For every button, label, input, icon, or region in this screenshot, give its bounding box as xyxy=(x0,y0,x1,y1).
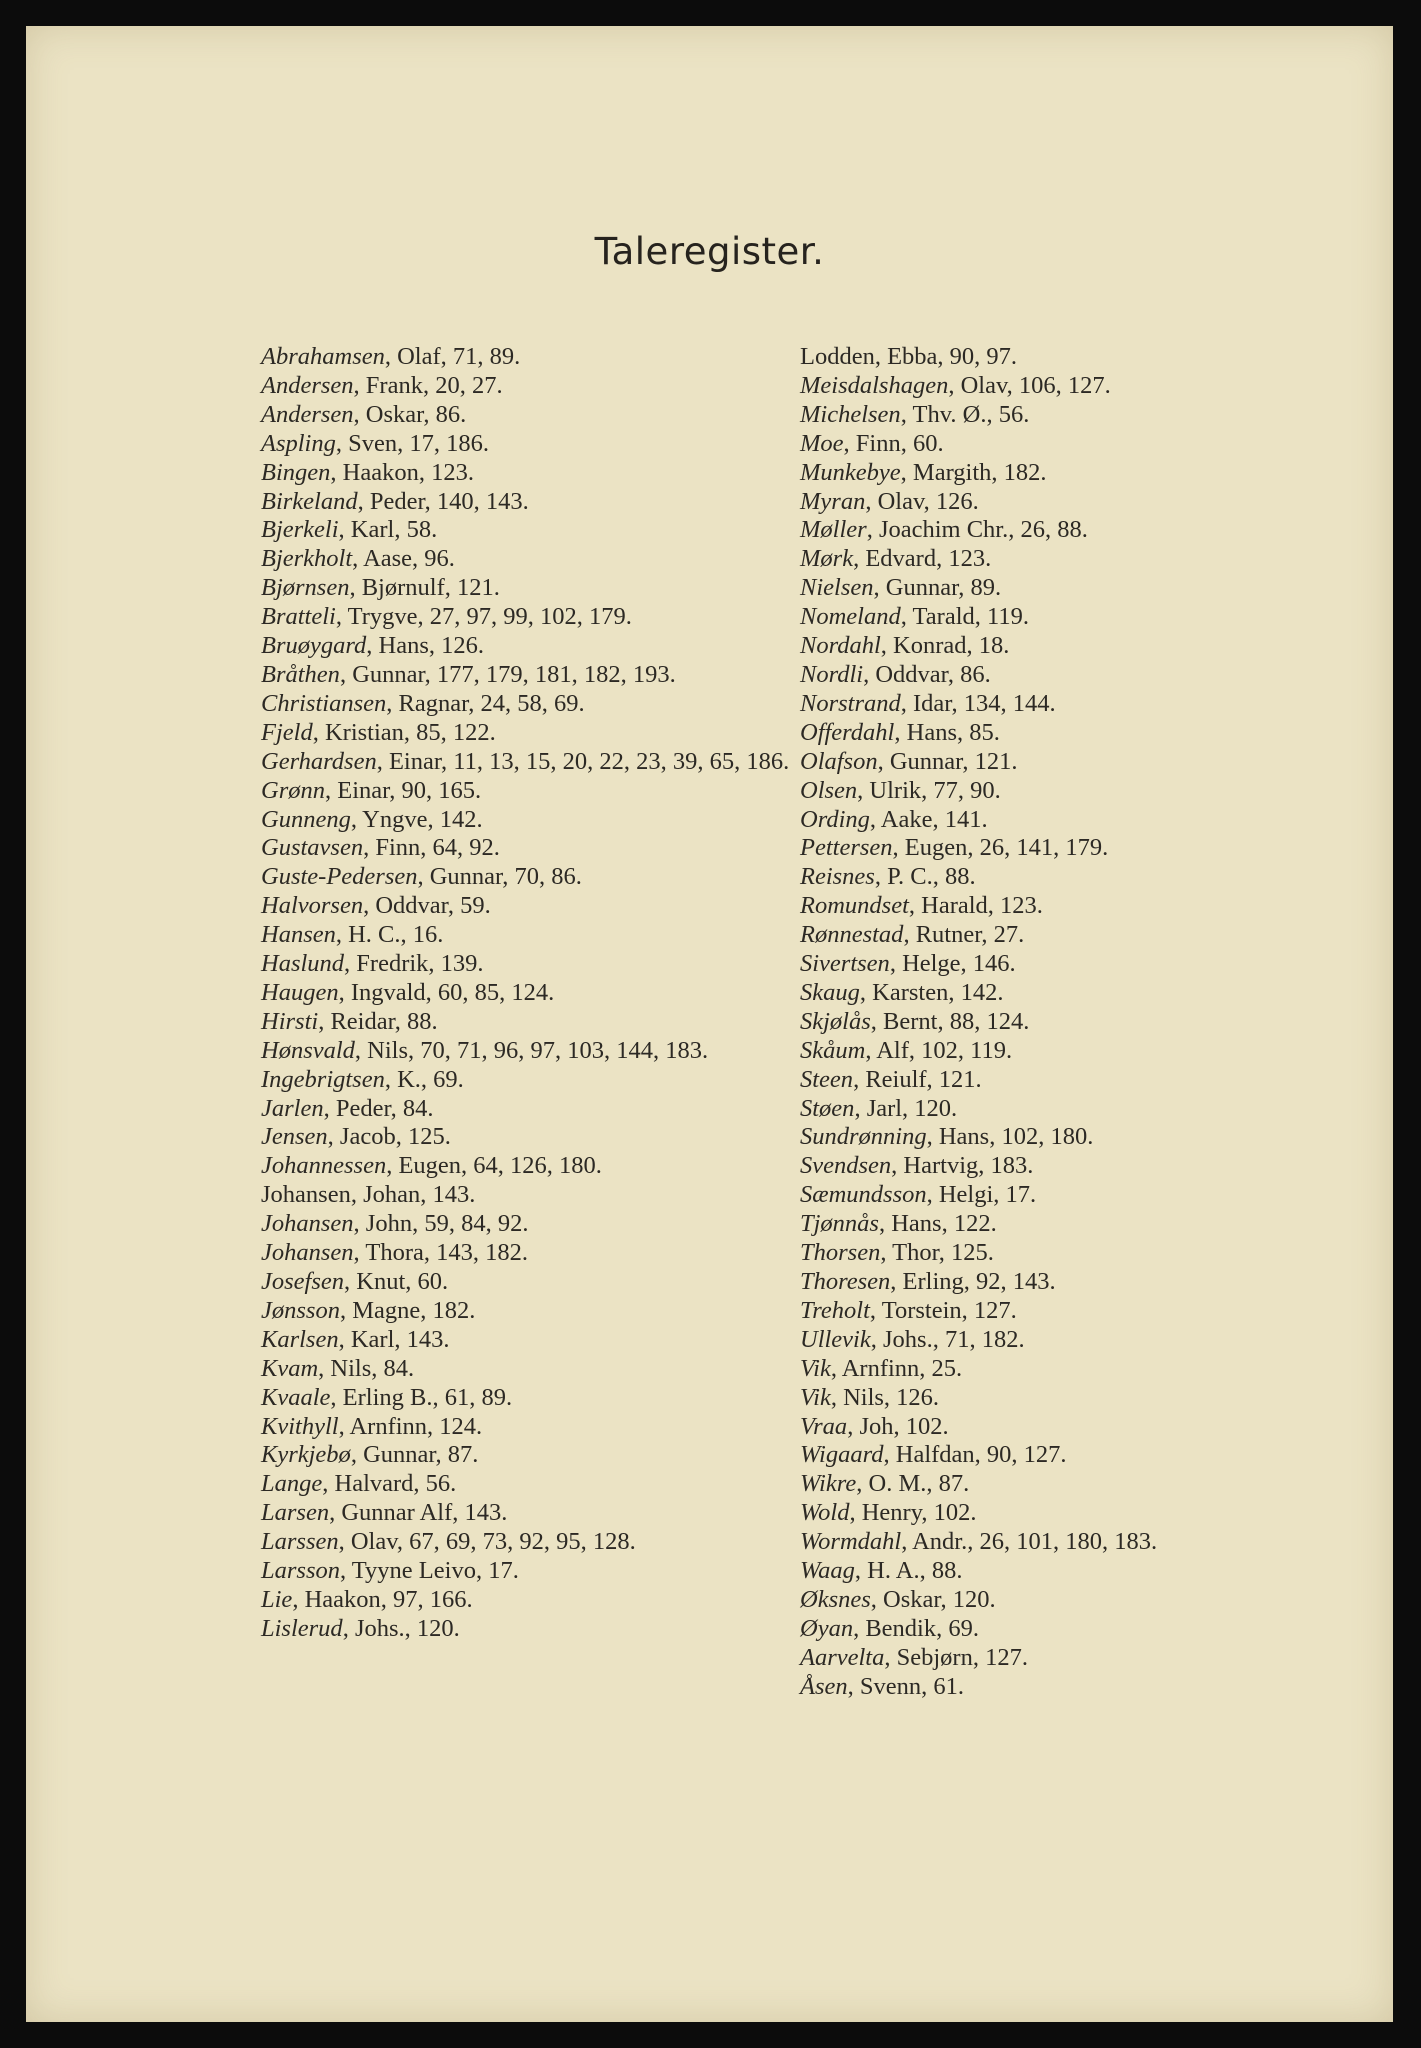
speaker-surname: Skaug xyxy=(800,978,860,1006)
speaker-details: , Finn, 64, 92. xyxy=(363,834,500,862)
index-entry xyxy=(800,719,1340,748)
speaker-surname: Thorsen xyxy=(800,1239,881,1267)
index-entry xyxy=(261,1557,801,1586)
speaker-details: , H. A., 88. xyxy=(854,1557,963,1585)
index-entry xyxy=(261,1239,801,1268)
speaker-surname: Wormdahl xyxy=(800,1528,902,1556)
speaker-surname: Haslund xyxy=(261,950,345,978)
speaker-surname: Abrahamsen xyxy=(261,343,385,370)
speaker-details: , Eugen, 26, 141, 179. xyxy=(892,834,1109,862)
speaker-details: , Johan, 143. xyxy=(350,1181,476,1209)
speaker-surname: Gustavsen xyxy=(261,834,364,862)
speaker-details: , Bjørnulf, 121. xyxy=(349,574,500,602)
speaker-surname: Øyan xyxy=(800,1614,854,1642)
speaker-surname: Bratteli xyxy=(261,603,336,631)
speaker-details: , Torstein, 127. xyxy=(869,1296,1017,1324)
index-entry xyxy=(800,690,1340,719)
index-entry xyxy=(800,979,1340,1008)
speaker-surname: Jarlen xyxy=(261,1094,324,1122)
speaker-details: , Karsten, 142. xyxy=(859,978,1004,1006)
speaker-surname: Lange xyxy=(261,1470,323,1498)
speaker-surname: Andersen xyxy=(261,400,354,428)
index-entry xyxy=(261,1499,801,1528)
speaker-surname: Johansen xyxy=(261,1210,354,1238)
index-entry xyxy=(800,1297,1340,1326)
index-entry xyxy=(261,1037,801,1066)
speaker-details: , Nils, 84. xyxy=(318,1354,415,1382)
index-entry xyxy=(800,661,1340,690)
speaker-details: , Ingvald, 60, 85, 124. xyxy=(338,978,555,1006)
speaker-surname: Møller xyxy=(800,516,867,544)
speaker-details: , Hans, 126. xyxy=(366,632,484,660)
speaker-details: , Halvard, 56. xyxy=(322,1470,457,1498)
speaker-surname: Hirsti xyxy=(261,1007,319,1035)
speaker-details: , Gunnar, 87. xyxy=(350,1441,479,1469)
index-entry xyxy=(261,1268,801,1297)
speaker-details: , Tarald, 119. xyxy=(900,603,1029,631)
speaker-details: , Erling, 92, 143. xyxy=(890,1268,1056,1295)
speaker-details: , Svenn, 61. xyxy=(847,1672,964,1700)
speaker-surname: Kvaale xyxy=(261,1383,331,1411)
index-entry xyxy=(800,777,1340,806)
speaker-surname: Bjerkeli xyxy=(261,516,339,544)
speaker-surname: Guste-Pedersen xyxy=(261,863,418,891)
speaker-surname: Bråthen xyxy=(261,660,340,688)
index-entry xyxy=(800,1644,1340,1673)
index-entry xyxy=(800,1123,1340,1152)
speaker-details: , Nils, 70, 71, 96, 97, 103, 144, 183. xyxy=(354,1036,709,1064)
speaker-details: , Olav, 126. xyxy=(865,487,979,515)
speaker-surname: Thoresen xyxy=(800,1268,891,1295)
speaker-details: , Jacob, 125. xyxy=(327,1123,451,1151)
speaker-details: , Bernt, 88, 124. xyxy=(870,1007,1030,1035)
speaker-details: , Karl, 58. xyxy=(338,516,438,544)
index-entry xyxy=(800,950,1340,979)
index-entry xyxy=(261,516,801,545)
speaker-details: , Trygve, 27, 97, 99, 102, 179. xyxy=(335,603,632,631)
index-entry xyxy=(800,834,1340,863)
speaker-details: , Johs., 71, 182. xyxy=(870,1325,1025,1353)
speaker-surname: Andersen xyxy=(261,371,354,399)
index-entry xyxy=(261,401,801,430)
index-entry xyxy=(261,545,801,574)
speaker-surname: Gunneng xyxy=(261,805,351,833)
index-entry xyxy=(261,719,801,748)
speaker-details: , Oddvar, 86. xyxy=(863,660,991,688)
speaker-details: , Ulrik, 77, 90. xyxy=(857,776,1001,804)
index-entry xyxy=(261,1441,801,1470)
speaker-surname: Ingebrigtsen xyxy=(261,1065,385,1093)
speaker-details: , Johs., 120. xyxy=(342,1614,460,1642)
speaker-surname: Skjølås xyxy=(800,1007,871,1035)
speaker-surname: Olafson xyxy=(800,747,878,775)
index-entry xyxy=(261,1355,801,1384)
speaker-details: , Hans, 102, 180. xyxy=(926,1123,1094,1151)
speaker-surname: Sæmundsson xyxy=(800,1181,927,1209)
speaker-details: , Sven, 17, 186. xyxy=(335,429,489,457)
speaker-details: , Karl, 143. xyxy=(338,1325,450,1353)
index-entry xyxy=(800,1268,1340,1297)
speaker-surname: Grønn xyxy=(261,776,325,804)
speaker-details: , Gunnar, 89. xyxy=(873,574,1002,602)
speaker-details: , Aase, 96. xyxy=(352,545,455,573)
speaker-details: , Reiulf, 121. xyxy=(853,1065,982,1093)
index-entry xyxy=(800,892,1340,921)
speaker-details: , Margith, 182. xyxy=(900,458,1047,486)
speaker-details: , Olav, 67, 69, 73, 92, 95, 128. xyxy=(338,1528,636,1556)
index-entry xyxy=(261,1297,801,1326)
speaker-details: , Aake, 141. xyxy=(869,805,988,833)
speaker-details: , Andr., 26, 101, 180, 183. xyxy=(901,1528,1158,1556)
speaker-details: , H. C., 16. xyxy=(335,921,444,949)
index-entry xyxy=(261,1384,801,1413)
speaker-details: , K., 69. xyxy=(384,1065,464,1093)
index-entry xyxy=(261,1152,801,1181)
speaker-surname: Bjørnsen xyxy=(261,574,350,602)
speaker-details: , Einar, 11, 13, 15, 20, 22, 23, 39, 65, 186. xyxy=(376,747,790,775)
speaker-details: , Thora, 143, 182. xyxy=(353,1239,528,1267)
index-entry xyxy=(261,488,801,517)
speaker-surname: Vraa xyxy=(800,1412,848,1440)
speaker-surname: Hønsvald xyxy=(261,1036,355,1064)
speaker-details: , Gunnar, 70, 86. xyxy=(417,863,582,891)
index-entry xyxy=(261,1210,801,1239)
speaker-details: , Yngve, 142. xyxy=(350,805,483,833)
index-entry xyxy=(261,1123,801,1152)
speaker-details: , Gunnar, 121. xyxy=(877,747,1018,775)
index-entry xyxy=(800,632,1340,661)
index-entry xyxy=(261,777,801,806)
speaker-surname: Ullevik xyxy=(800,1325,871,1353)
speaker-details: , Kristian, 85, 122. xyxy=(312,718,496,746)
speaker-surname: Munkebye xyxy=(800,458,901,486)
page-title: Taleregister. xyxy=(594,230,825,273)
speaker-surname: Fjeld xyxy=(261,718,313,746)
index-entry xyxy=(261,892,801,921)
speaker-surname: Gerhardsen xyxy=(261,747,377,775)
index-entry xyxy=(261,834,801,863)
speaker-surname: Michelsen xyxy=(800,400,901,428)
index-entry xyxy=(261,1615,801,1644)
speaker-surname: Larssen xyxy=(261,1528,339,1556)
speaker-details: , Alf, 102, 119. xyxy=(865,1036,1013,1064)
speaker-surname: Nielsen xyxy=(800,574,874,602)
speaker-surname: Lie xyxy=(261,1585,293,1613)
speaker-surname: Pettersen xyxy=(800,834,893,862)
index-entry xyxy=(800,1384,1340,1413)
index-entry xyxy=(800,1239,1340,1268)
speaker-details: , Thv. Ø., 56. xyxy=(900,400,1030,428)
index-column-right xyxy=(800,343,1340,1702)
index-entry xyxy=(261,459,801,488)
index-entry xyxy=(800,343,1340,372)
index-entry xyxy=(800,401,1340,430)
index-entry xyxy=(800,488,1340,517)
speaker-surname: Tjønnås xyxy=(800,1210,879,1238)
speaker-surname: Sundrønning xyxy=(800,1123,927,1151)
index-entry xyxy=(800,1673,1340,1702)
speaker-details: , Idar, 134, 144. xyxy=(900,689,1056,717)
index-entry xyxy=(800,1152,1340,1181)
speaker-details: , Erling B., 61, 89. xyxy=(330,1383,513,1411)
speaker-surname: Johansen xyxy=(261,1181,351,1209)
index-entry xyxy=(800,921,1340,950)
index-entry xyxy=(800,1326,1340,1355)
index-entry xyxy=(800,1181,1340,1210)
speaker-details: , Hans, 122. xyxy=(878,1210,997,1238)
index-entry xyxy=(800,1441,1340,1470)
index-entry xyxy=(800,863,1340,892)
index-entry xyxy=(261,343,801,372)
index-entry xyxy=(261,748,801,777)
index-entry xyxy=(261,1528,801,1557)
speaker-surname: Vik xyxy=(800,1383,831,1411)
speaker-surname: Vik xyxy=(800,1354,831,1382)
index-entry xyxy=(800,1499,1340,1528)
index-entry xyxy=(261,372,801,401)
speaker-details: , Knut, 60. xyxy=(344,1268,449,1295)
speaker-surname: Treholt xyxy=(800,1296,870,1324)
index-entry xyxy=(261,979,801,1008)
speaker-details: , Fredrik, 139. xyxy=(344,950,484,978)
speaker-details: , Henry, 102. xyxy=(849,1499,977,1527)
speaker-surname: Nomeland xyxy=(800,603,901,631)
index-entry xyxy=(800,545,1340,574)
speaker-surname: Romundset xyxy=(800,892,909,920)
speaker-details: , Hans, 85. xyxy=(894,718,1000,746)
speaker-surname: Jensen xyxy=(261,1123,328,1151)
speaker-details: , Joh, 102. xyxy=(847,1412,949,1440)
speaker-details: , Haakon, 97, 166. xyxy=(292,1585,473,1613)
index-entry xyxy=(800,1066,1340,1095)
speaker-details: , Halfdan, 90, 127. xyxy=(883,1441,1067,1469)
index-entry xyxy=(261,632,801,661)
index-entry xyxy=(800,1557,1340,1586)
speaker-surname: Meisdalshagen xyxy=(800,371,949,399)
index-entry xyxy=(261,574,801,603)
speaker-details: , Peder, 140, 143. xyxy=(357,487,529,515)
index-entry xyxy=(800,1413,1340,1442)
speaker-details: , Thor, 125. xyxy=(880,1239,994,1267)
speaker-surname: Josefsen xyxy=(261,1268,344,1295)
speaker-surname: Nordli xyxy=(800,660,864,688)
speaker-surname: Wikre xyxy=(800,1470,857,1498)
speaker-surname: Kyrkjebø xyxy=(261,1441,351,1469)
index-entry xyxy=(800,1615,1340,1644)
speaker-details: , Frank, 20, 27. xyxy=(353,371,503,399)
index-entry xyxy=(800,459,1340,488)
speaker-surname: Aarvelta xyxy=(800,1643,885,1671)
index-entry xyxy=(261,863,801,892)
speaker-details: , Einar, 90, 165. xyxy=(324,776,482,804)
speaker-surname: Skåum xyxy=(800,1036,866,1064)
speaker-details: , Olav, 106, 127. xyxy=(948,371,1111,399)
speaker-surname: Kvam xyxy=(261,1354,319,1382)
speaker-surname: Johansen xyxy=(261,1239,354,1267)
speaker-details: , Arnfinn, 25. xyxy=(830,1354,963,1382)
speaker-surname: Waag xyxy=(800,1557,855,1585)
index-entry xyxy=(261,806,801,835)
speaker-details: , Harald, 123. xyxy=(908,892,1043,920)
speaker-surname: Ording xyxy=(800,805,870,833)
speaker-surname: Birkeland xyxy=(261,487,358,515)
index-entry xyxy=(800,516,1340,545)
speaker-details: , O. M., 87. xyxy=(856,1470,970,1498)
speaker-surname: Haugen xyxy=(261,978,339,1006)
index-entry xyxy=(800,1095,1340,1124)
speaker-surname: Larsson xyxy=(261,1557,340,1585)
index-entry xyxy=(261,430,801,459)
index-entry xyxy=(261,1008,801,1037)
speaker-details: , Haakon, 123. xyxy=(330,458,474,486)
index-entry xyxy=(261,603,801,632)
index-entry xyxy=(261,661,801,690)
speaker-surname: Karlsen xyxy=(261,1325,339,1353)
speaker-surname: Sivertsen xyxy=(800,950,890,978)
speaker-surname: Moe xyxy=(800,429,844,457)
speaker-surname: Kvithyll xyxy=(261,1412,339,1440)
speaker-surname: Reisnes xyxy=(800,863,875,891)
speaker-details: , Ebba, 90, 97. xyxy=(874,343,1018,370)
speaker-surname: Steen xyxy=(800,1065,854,1093)
speaker-details: , Peder, 84. xyxy=(323,1094,434,1122)
index-entry xyxy=(800,1037,1340,1066)
index-entry xyxy=(800,430,1340,459)
speaker-surname: Jønsson xyxy=(261,1296,340,1324)
speaker-surname: Wigaard xyxy=(800,1441,884,1469)
speaker-details: , Gunnar Alf, 143. xyxy=(329,1499,508,1527)
speaker-details: , Edvard, 123. xyxy=(853,545,992,573)
speaker-details: , Gunnar, 177, 179, 181, 182, 193. xyxy=(339,660,676,688)
speaker-details: , Oskar, 120. xyxy=(870,1585,996,1613)
index-entry xyxy=(800,1586,1340,1615)
speaker-details: , Nils, 126. xyxy=(830,1383,940,1411)
index-entry xyxy=(800,372,1340,401)
speaker-surname: Halvorsen xyxy=(261,892,364,920)
index-entry xyxy=(800,1355,1340,1384)
speaker-surname: Aspling xyxy=(261,429,336,457)
index-entry xyxy=(261,1095,801,1124)
speaker-surname: Rønnestad xyxy=(800,921,904,949)
speaker-surname: Lodden xyxy=(800,343,875,370)
index-entry xyxy=(261,1066,801,1095)
speaker-surname: Støen xyxy=(800,1094,855,1122)
speaker-surname: Bruøygard xyxy=(261,632,367,660)
index-entry xyxy=(261,1413,801,1442)
speaker-surname: Norstrand xyxy=(800,689,901,717)
index-entry xyxy=(800,806,1340,835)
speaker-details: , Eugen, 64, 126, 180. xyxy=(386,1152,602,1180)
index-entry xyxy=(800,1470,1340,1499)
speaker-surname: Olsen xyxy=(800,776,858,804)
speaker-surname: Bingen xyxy=(261,458,331,486)
speaker-details: , Rutner, 27. xyxy=(903,921,1025,949)
speaker-details: , Hartvig, 183. xyxy=(891,1152,1034,1180)
index-entry xyxy=(800,1528,1340,1557)
speaker-surname: Mørk xyxy=(800,545,854,573)
speaker-surname: Åsen xyxy=(800,1672,848,1700)
speaker-details: , Konrad, 18. xyxy=(880,632,1010,660)
speaker-surname: Bjerkholt xyxy=(261,545,353,573)
index-entry xyxy=(261,1326,801,1355)
speaker-surname: Øksnes xyxy=(800,1585,871,1613)
speaker-surname: Johannessen xyxy=(261,1152,387,1180)
speaker-surname: Svendsen xyxy=(800,1152,892,1180)
speaker-surname: Larsen xyxy=(261,1499,330,1527)
speaker-surname: Lislerud xyxy=(261,1614,343,1642)
speaker-details: , P. C., 88. xyxy=(874,863,976,891)
index-entry xyxy=(261,950,801,979)
speaker-details: , John, 59, 84, 92. xyxy=(353,1210,529,1238)
speaker-details: , Tyyne Leivo, 17. xyxy=(339,1557,519,1585)
speaker-details: , Ragnar, 24, 58, 69. xyxy=(386,689,585,717)
speaker-surname: Myran xyxy=(800,487,866,515)
index-entry xyxy=(261,1181,801,1210)
speaker-details: , Joachim Chr., 26, 88. xyxy=(866,516,1088,544)
speaker-surname: Hansen xyxy=(261,921,336,949)
index-entry xyxy=(261,1586,801,1615)
speaker-details: , Reidar, 88. xyxy=(318,1007,438,1035)
speaker-surname: Nordahl xyxy=(800,632,881,660)
speaker-surname: Wold xyxy=(800,1499,850,1527)
index-entry xyxy=(800,748,1340,777)
speaker-details: , Jarl, 120. xyxy=(854,1094,958,1122)
speaker-details: , Helgi, 17. xyxy=(926,1181,1037,1209)
index-entry xyxy=(800,1210,1340,1239)
speaker-details: , Helge, 146. xyxy=(889,950,1016,978)
index-entry xyxy=(261,690,801,719)
speaker-details: , Olaf, 71, 89. xyxy=(384,343,521,370)
index-entry xyxy=(261,921,801,950)
speaker-details: , Oskar, 86. xyxy=(353,400,467,428)
index-entry xyxy=(800,574,1340,603)
speaker-details: , Bendik, 69. xyxy=(853,1614,979,1642)
speaker-details: , Arnfinn, 124. xyxy=(338,1412,483,1440)
speaker-details: , Oddvar, 59. xyxy=(363,892,491,920)
speaker-details: , Finn, 60. xyxy=(843,429,944,457)
speaker-surname: Offerdahl xyxy=(800,718,895,746)
speaker-surname: Christiansen xyxy=(261,689,387,717)
speaker-details: , Magne, 182. xyxy=(339,1296,476,1324)
speaker-details: , Sebjørn, 127. xyxy=(884,1643,1028,1671)
index-entry xyxy=(261,1470,801,1499)
index-entry xyxy=(800,603,1340,632)
index-entry xyxy=(800,1008,1340,1037)
document-page xyxy=(26,26,1393,2022)
index-column-left xyxy=(261,343,801,1644)
